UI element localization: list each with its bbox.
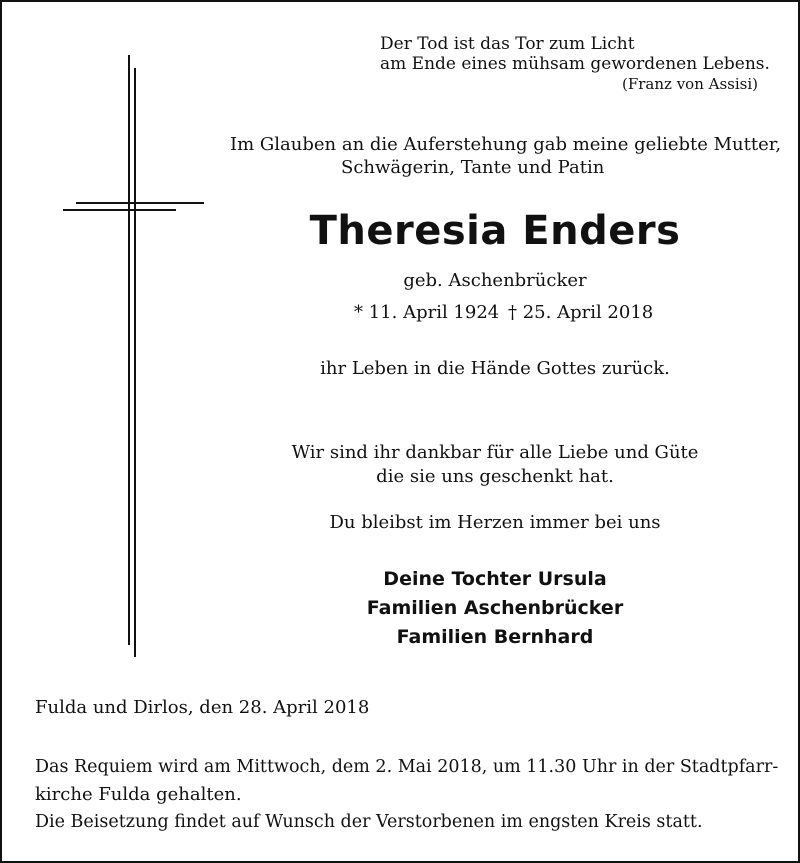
quote-attribution: (Franz von Assisi) — [621, 75, 758, 93]
quote-line-2: am Ende eines mühsam gewordenen Lebens. — [380, 54, 770, 74]
quote-line-1: Der Tod ist das Tor zum Licht — [380, 34, 635, 54]
death-date: † 25. April 2018 — [508, 302, 654, 323]
continuation-text: ihr Leben in die Hände Gottes zurück. — [320, 358, 670, 379]
intro-line-1: Im Glauben an die Auferstehung gab meine geliebte Mutter, — [230, 134, 782, 155]
gratitude-line-1: Wir sind ihr dankbar für alle Liebe und Güte — [291, 442, 699, 463]
intro-line-2: Schwägerin, Tante und Patin — [341, 157, 605, 178]
place-date: Fulda und Dirlos, den 28. April 2018 — [35, 697, 370, 718]
remembrance-text: Du bleibst im Herzen immer bei uns — [329, 512, 661, 533]
deceased-name: Theresia Enders — [309, 208, 681, 254]
birth-date: * 11. April 1924 — [354, 302, 500, 323]
mourner-2: Familien Aschenbrücker — [366, 597, 624, 619]
mourner-1: Deine Tochter Ursula — [383, 568, 607, 590]
burial-note: Die Beisetzung findet auf Wunsch der Verstorbenen im engsten Kreis statt. — [35, 812, 703, 832]
requiem-line-1: Das Requiem wird am Mittwoch, dem 2. Mai 2018, um 11.30 Uhr in der Stadtpfarr- — [35, 757, 779, 777]
requiem-line-2: kirche Fulda gehalten. — [35, 784, 242, 805]
maiden-name: geb. Aschenbrücker — [403, 270, 587, 291]
gratitude-line-2: die sie uns geschenkt hat. — [376, 466, 614, 487]
mourner-3: Familien Bernhard — [396, 626, 594, 648]
